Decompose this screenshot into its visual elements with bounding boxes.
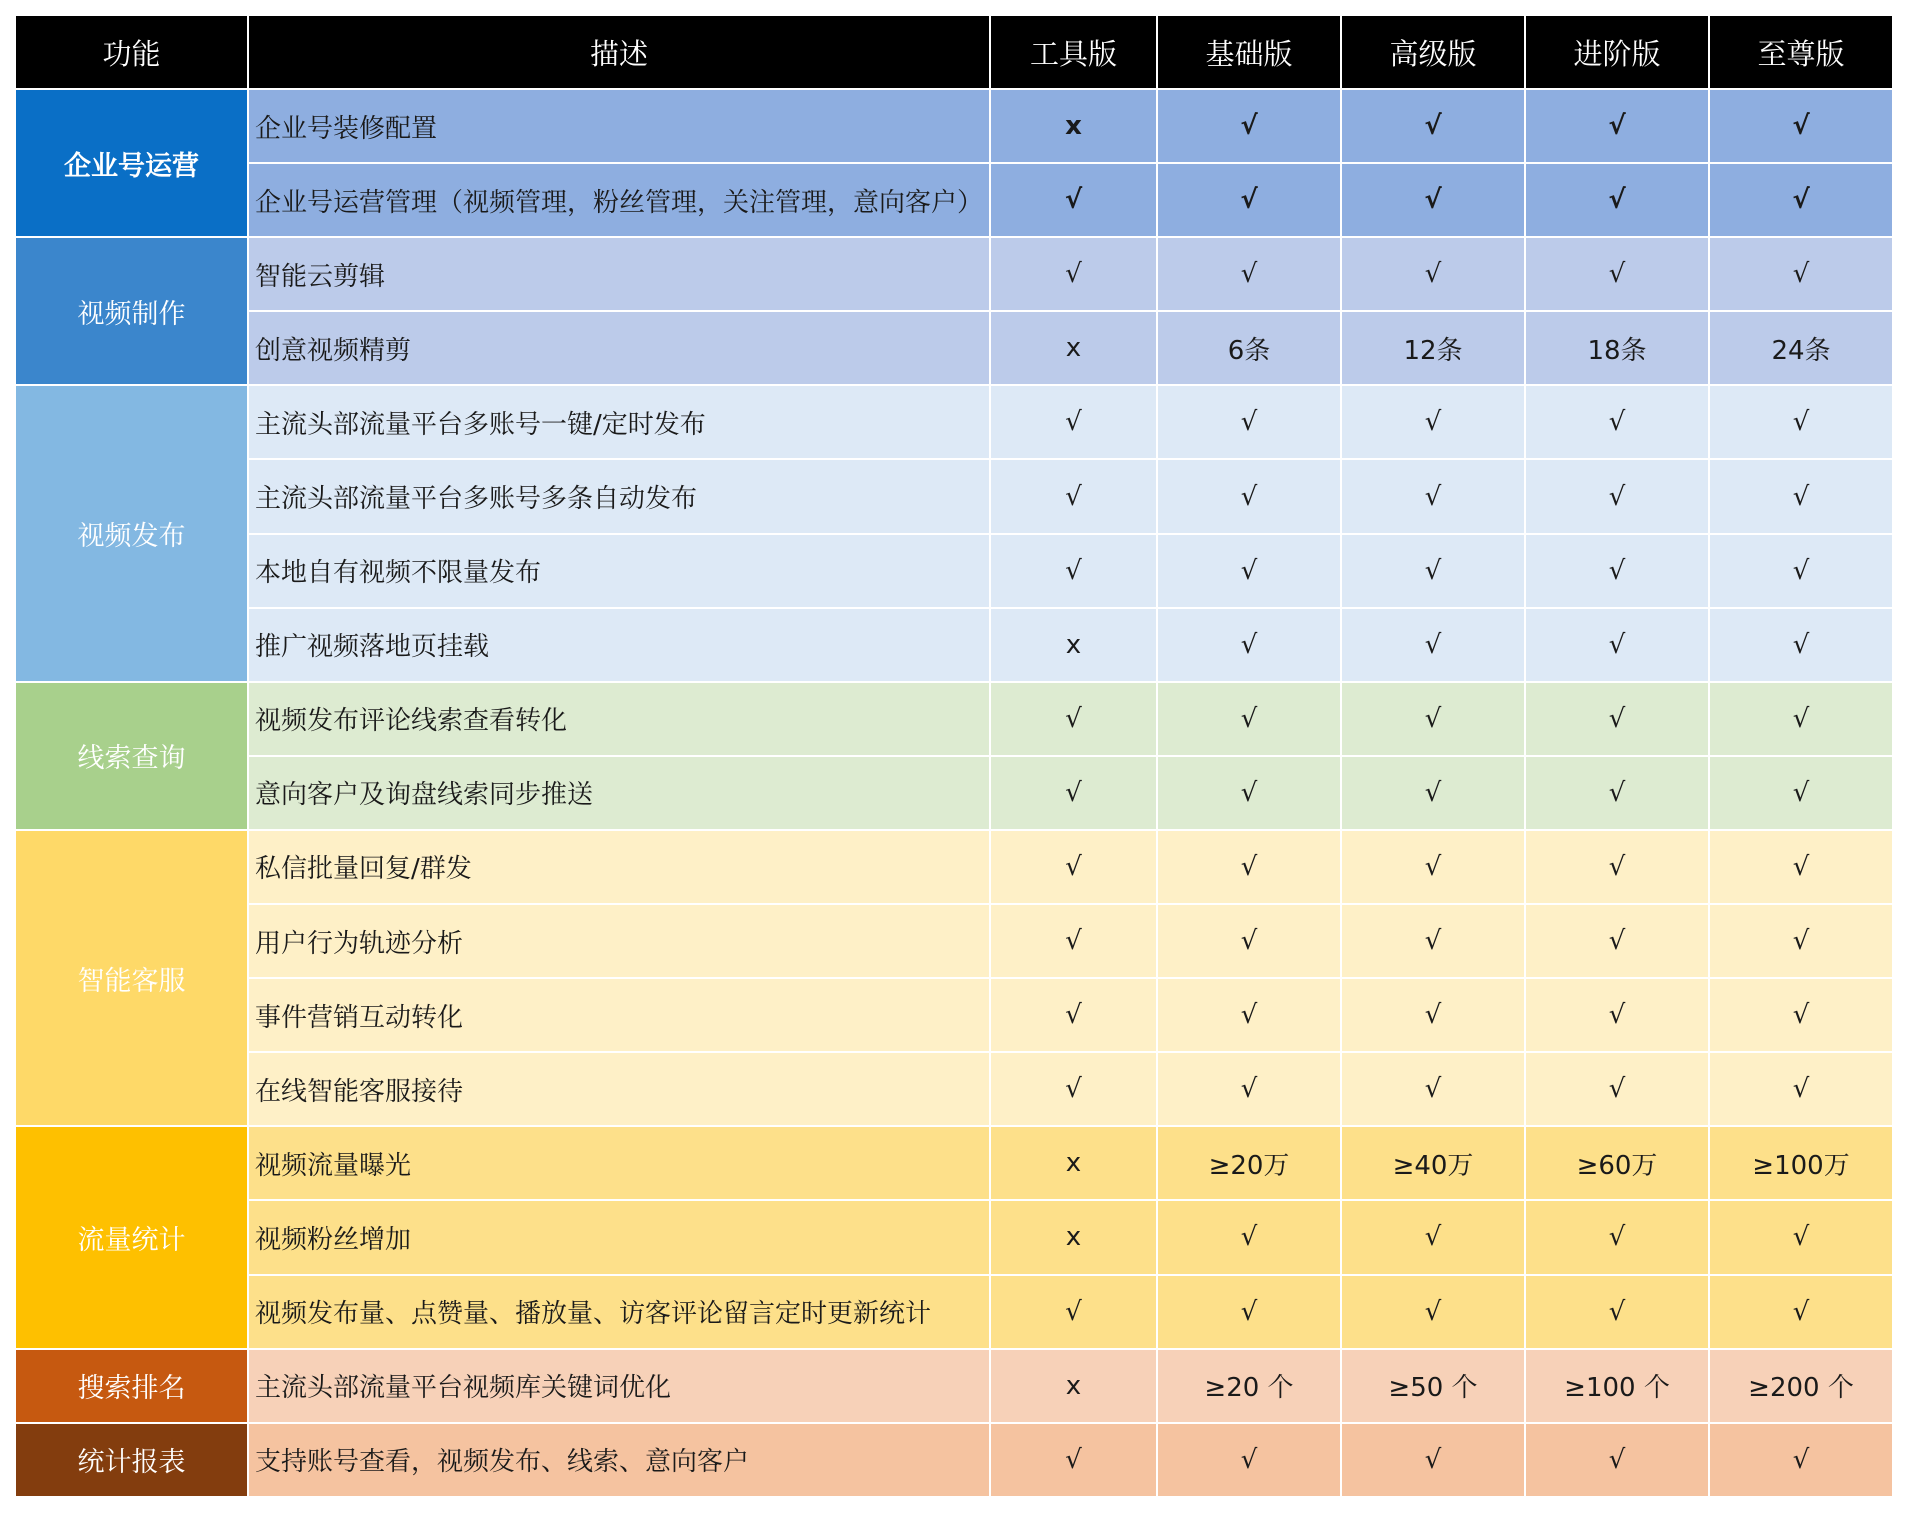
- value-cell-tool: √: [990, 756, 1157, 830]
- table-row: [15, 756, 1893, 830]
- value-cell-tool: √: [990, 1423, 1157, 1497]
- value-cell-supreme: √: [1709, 459, 1893, 533]
- value-cell-advanced: √: [1341, 459, 1525, 533]
- value-cell-advanced: √: [1341, 237, 1525, 311]
- value-cell-supreme: √: [1709, 385, 1893, 459]
- value-cell-supreme: √: [1709, 608, 1893, 682]
- value-cell-basic: √: [1157, 830, 1341, 904]
- table-row: [15, 89, 1893, 163]
- value-cell-tool: √: [990, 237, 1157, 311]
- value-cell-advanced: ≥40万: [1341, 1126, 1525, 1200]
- table-row: [15, 830, 1893, 904]
- value-cell-supreme: √: [1709, 978, 1893, 1052]
- header-tier-pro: 进阶版: [1525, 15, 1709, 89]
- table-row: [15, 385, 1893, 459]
- value-cell-advanced: √: [1341, 1423, 1525, 1497]
- table-row: [15, 1275, 1893, 1349]
- value-cell-advanced: √: [1341, 89, 1525, 163]
- description-cell: 企业号装修配置: [248, 89, 990, 163]
- category-cell: 统计报表: [15, 1423, 248, 1497]
- value-cell-pro: ≥100 个: [1525, 1349, 1709, 1423]
- category-cell: 流量统计: [15, 1126, 248, 1348]
- description-cell: 企业号运营管理（视频管理，粉丝管理，关注管理，意向客户）: [248, 163, 990, 237]
- table-row: [15, 608, 1893, 682]
- value-cell-basic: ≥20 个: [1157, 1349, 1341, 1423]
- value-cell-basic: ≥20万: [1157, 1126, 1341, 1200]
- table-row: [15, 1200, 1893, 1274]
- category-cell: 线索查询: [15, 682, 248, 830]
- value-cell-supreme: √: [1709, 830, 1893, 904]
- value-cell-pro: √: [1525, 1200, 1709, 1274]
- value-cell-tool: x: [990, 1126, 1157, 1200]
- value-cell-pro: √: [1525, 237, 1709, 311]
- value-cell-tool: x: [990, 89, 1157, 163]
- value-cell-supreme: √: [1709, 89, 1893, 163]
- value-cell-tool: √: [990, 385, 1157, 459]
- value-cell-pro: √: [1525, 608, 1709, 682]
- value-cell-basic: √: [1157, 237, 1341, 311]
- description-cell: 在线智能客服接待: [248, 1052, 990, 1126]
- description-cell: 主流头部流量平台多账号一键/定时发布: [248, 385, 990, 459]
- table-row: [15, 237, 1893, 311]
- description-cell: 推广视频落地页挂载: [248, 608, 990, 682]
- value-cell-advanced: ≥50 个: [1341, 1349, 1525, 1423]
- table-row: [15, 1349, 1893, 1423]
- value-cell-tool: √: [990, 1275, 1157, 1349]
- description-cell: 视频发布量、点赞量、播放量、访客评论留言定时更新统计: [248, 1275, 990, 1349]
- category-cell: 视频发布: [15, 385, 248, 681]
- header-tier-basic: 基础版: [1157, 15, 1341, 89]
- value-cell-pro: √: [1525, 904, 1709, 978]
- table-body: [15, 89, 1893, 1497]
- value-cell-basic: 6条: [1157, 311, 1341, 385]
- table-row: [15, 1423, 1893, 1497]
- value-cell-supreme: √: [1709, 682, 1893, 756]
- value-cell-advanced: √: [1341, 756, 1525, 830]
- description-cell: 本地自有视频不限量发布: [248, 534, 990, 608]
- description-cell: 视频流量曝光: [248, 1126, 990, 1200]
- category-cell: 智能客服: [15, 830, 248, 1126]
- value-cell-supreme: √: [1709, 756, 1893, 830]
- value-cell-advanced: √: [1341, 1052, 1525, 1126]
- value-cell-advanced: √: [1341, 1275, 1525, 1349]
- value-cell-basic: √: [1157, 756, 1341, 830]
- header-tier-supreme: 至尊版: [1709, 15, 1893, 89]
- description-cell: 视频粉丝增加: [248, 1200, 990, 1274]
- value-cell-basic: √: [1157, 608, 1341, 682]
- description-cell: 事件营销互动转化: [248, 978, 990, 1052]
- table-row: [15, 904, 1893, 978]
- value-cell-tool: √: [990, 978, 1157, 1052]
- value-cell-supreme: √: [1709, 1200, 1893, 1274]
- header-tier-advanced: 高级版: [1341, 15, 1525, 89]
- value-cell-supreme: ≥100万: [1709, 1126, 1893, 1200]
- description-cell: 创意视频精剪: [248, 311, 990, 385]
- value-cell-basic: √: [1157, 904, 1341, 978]
- value-cell-basic: √: [1157, 978, 1341, 1052]
- table-row: [15, 978, 1893, 1052]
- description-cell: 意向客户及询盘线索同步推送: [248, 756, 990, 830]
- description-cell: 智能云剪辑: [248, 237, 990, 311]
- value-cell-basic: √: [1157, 682, 1341, 756]
- value-cell-pro: √: [1525, 1423, 1709, 1497]
- value-cell-pro: √: [1525, 1052, 1709, 1126]
- value-cell-advanced: √: [1341, 830, 1525, 904]
- value-cell-supreme: ≥200 个: [1709, 1349, 1893, 1423]
- value-cell-pro: 18条: [1525, 311, 1709, 385]
- value-cell-pro: √: [1525, 459, 1709, 533]
- value-cell-advanced: √: [1341, 1200, 1525, 1274]
- value-cell-basic: √: [1157, 1200, 1341, 1274]
- value-cell-tool: √: [990, 163, 1157, 237]
- value-cell-pro: √: [1525, 89, 1709, 163]
- category-cell: 视频制作: [15, 237, 248, 385]
- value-cell-supreme: √: [1709, 1275, 1893, 1349]
- value-cell-advanced: √: [1341, 904, 1525, 978]
- value-cell-pro: √: [1525, 534, 1709, 608]
- description-cell: 用户行为轨迹分析: [248, 904, 990, 978]
- value-cell-tool: x: [990, 1349, 1157, 1423]
- value-cell-pro: √: [1525, 978, 1709, 1052]
- value-cell-pro: √: [1525, 385, 1709, 459]
- value-cell-advanced: √: [1341, 534, 1525, 608]
- value-cell-tool: x: [990, 608, 1157, 682]
- category-cell: 搜索排名: [15, 1349, 248, 1423]
- description-cell: 支持账号查看，视频发布、线索、意向客户: [248, 1423, 990, 1497]
- value-cell-tool: x: [990, 311, 1157, 385]
- value-cell-pro: ≥60万: [1525, 1126, 1709, 1200]
- description-cell: 视频发布评论线索查看转化: [248, 682, 990, 756]
- value-cell-basic: √: [1157, 534, 1341, 608]
- value-cell-advanced: √: [1341, 978, 1525, 1052]
- table-row: [15, 682, 1893, 756]
- table-row: [15, 459, 1893, 533]
- header-tier-tool: 工具版: [990, 15, 1157, 89]
- value-cell-basic: √: [1157, 89, 1341, 163]
- value-cell-advanced: √: [1341, 163, 1525, 237]
- value-cell-pro: √: [1525, 682, 1709, 756]
- value-cell-basic: √: [1157, 1052, 1341, 1126]
- feature-comparison-table: [14, 14, 1894, 1498]
- value-cell-tool: √: [990, 904, 1157, 978]
- value-cell-supreme: √: [1709, 163, 1893, 237]
- header-row: [15, 15, 1893, 89]
- value-cell-supreme: √: [1709, 1052, 1893, 1126]
- category-cell: 企业号运营: [15, 89, 248, 237]
- value-cell-supreme: √: [1709, 1423, 1893, 1497]
- value-cell-basic: √: [1157, 1275, 1341, 1349]
- value-cell-tool: √: [990, 1052, 1157, 1126]
- value-cell-supreme: √: [1709, 237, 1893, 311]
- value-cell-supreme: 24条: [1709, 311, 1893, 385]
- header-function: 功能: [15, 15, 248, 89]
- value-cell-basic: √: [1157, 1423, 1341, 1497]
- table-row: [15, 1052, 1893, 1126]
- value-cell-advanced: √: [1341, 608, 1525, 682]
- table-row: [15, 311, 1893, 385]
- description-cell: 主流头部流量平台多账号多条自动发布: [248, 459, 990, 533]
- header-description: 描述: [248, 15, 990, 89]
- value-cell-supreme: √: [1709, 904, 1893, 978]
- description-cell: 私信批量回复/群发: [248, 830, 990, 904]
- table-row: [15, 163, 1893, 237]
- table-row: [15, 1126, 1893, 1200]
- value-cell-basic: √: [1157, 459, 1341, 533]
- value-cell-tool: √: [990, 830, 1157, 904]
- value-cell-advanced: √: [1341, 385, 1525, 459]
- value-cell-basic: √: [1157, 163, 1341, 237]
- value-cell-advanced: √: [1341, 682, 1525, 756]
- value-cell-tool: √: [990, 682, 1157, 756]
- value-cell-basic: √: [1157, 385, 1341, 459]
- value-cell-tool: √: [990, 459, 1157, 533]
- value-cell-tool: √: [990, 534, 1157, 608]
- value-cell-advanced: 12条: [1341, 311, 1525, 385]
- description-cell: 主流头部流量平台视频库关键词优化: [248, 1349, 990, 1423]
- value-cell-pro: √: [1525, 1275, 1709, 1349]
- table-row: [15, 534, 1893, 608]
- value-cell-pro: √: [1525, 830, 1709, 904]
- value-cell-pro: √: [1525, 163, 1709, 237]
- value-cell-tool: x: [990, 1200, 1157, 1274]
- value-cell-supreme: √: [1709, 534, 1893, 608]
- value-cell-pro: √: [1525, 756, 1709, 830]
